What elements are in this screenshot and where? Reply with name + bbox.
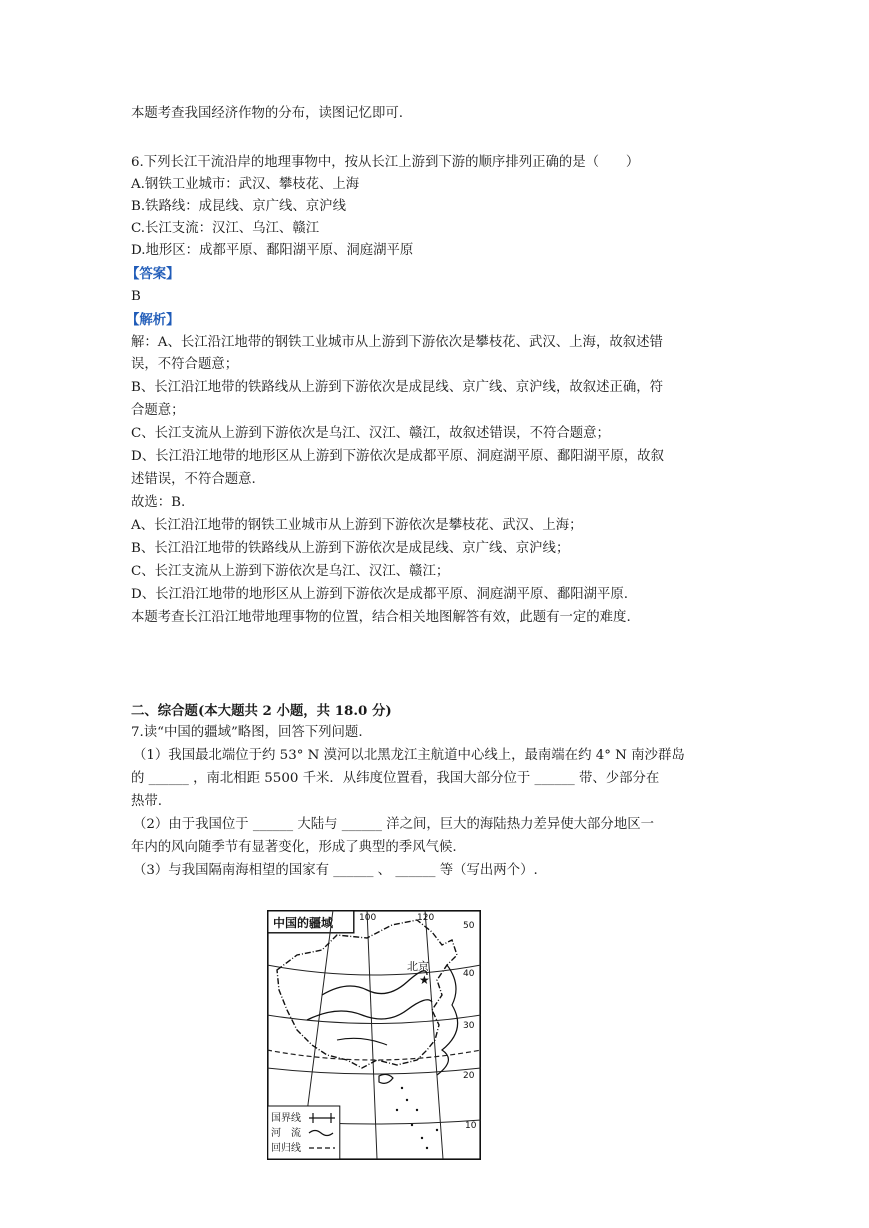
answer-tag: 【答案】 [126, 266, 180, 282]
legend-label: 国界线 [271, 1113, 301, 1124]
capital-star-icon: ★ [419, 973, 430, 987]
legend-label: 回归线 [271, 1143, 301, 1154]
option-d: D.地形区：成都平原、鄱阳湖平原、洞庭湖平原 [131, 243, 414, 258]
question-7-stem: 7.读“中国的疆域”略图，回答下列问题. [131, 725, 363, 740]
question-6-stem: 6.下列长江干流沿岸的地理事物中，按从长江上游到下游的顺序排列正确的是（ ） [131, 155, 640, 170]
analysis-line: 合题意； [131, 403, 185, 418]
analysis-line: D、长江沿江地带的地形区从上游到下游依次是成都平原、洞庭湖平原、鄱阳湖平原，故叙 [131, 449, 664, 464]
q7-line: 年内的风向随季节有显著变化，形成了典型的季风气候. [131, 840, 457, 855]
analysis-line: 本题考查长江沿江地带地理事物的位置，结合相关地图解答有效，此题有一定的难度. [131, 610, 631, 625]
section-heading: 二、综合题(本大题共 2 小题，共 18.0 分) [131, 703, 392, 719]
analysis-line: B、长江沿江地带的铁路线从上游到下游依次是成昆线、京广线、京沪线； [131, 541, 570, 556]
q7-line: （1）我国最北端位于约 53° N 漠河以北黑龙江主航道中心线上，最南端在约 4° N 南沙群岛 [133, 748, 685, 763]
analysis-line: 故选：B. [131, 495, 186, 510]
analysis-line: 误，不符合题意； [131, 357, 239, 372]
option-c: C.长江支流：汉江、乌江、赣江 [131, 221, 320, 236]
analysis-line: B、长江沿江地带的铁路线从上游到下游依次是成昆线、京广线、京沪线，故叙述正确，符 [131, 380, 664, 395]
intro-text: 本题考查我国经济作物的分布，读图记忆即可. [131, 106, 404, 121]
lat-label: 20 [463, 1071, 475, 1081]
lon-label: 100 [359, 913, 377, 923]
lat-label: 40 [463, 969, 475, 979]
q7-line: （2）由于我国位于 ______ 大陆与 ______ 洋之间，巨大的海陆热力差异使大部分地区一 [133, 817, 654, 832]
lon-label: 120 [417, 913, 435, 923]
analysis-line: A、长江沿江地带的钢铁工业城市从上游到下游依次是攀枝花、武汉、上海； [131, 518, 583, 533]
map-title: 中国的疆域 [273, 916, 334, 930]
legend-label: 河 流 [271, 1128, 301, 1139]
option-a: A.钢铁工业城市：武汉、攀枝花、上海 [131, 177, 360, 192]
analysis-tag: 【解析】 [126, 312, 180, 328]
analysis-line: D、长江沿江地带的地形区从上游到下游依次是成都平原、洞庭湖平原、鄱阳湖平原. [131, 587, 629, 602]
q7-line: 热带. [131, 794, 163, 809]
analysis-line: C、长江支流从上游到下游依次是乌江、汉江、赣江，故叙述错误，不符合题意； [131, 426, 610, 441]
answer-value: B [131, 289, 141, 304]
analysis-line: 解：A、长江沿江地带的钢铁工业城市从上游到下游依次是攀枝花、武汉、上海，故叙述错 [131, 335, 663, 350]
option-b: B.铁路线：成昆线、京广线、京沪线 [131, 199, 346, 214]
lat-label: 10 [465, 1121, 477, 1131]
analysis-line: 述错误，不符合题意. [131, 472, 256, 487]
capital-label: 北京 [407, 960, 429, 973]
q7-line: 的 ______ ，南北相距 5500 千米．从纬度位置看，我国大部分位于 ______ 带、少部分在 [131, 771, 660, 786]
q7-line: （3）与我国隔南海相望的国家有 ______ 、 ______ 等（写出两个）. [133, 863, 538, 878]
china-territory-map [267, 910, 481, 1160]
analysis-line: C、长江支流从上游到下游依次是乌江、汉江、赣江； [131, 564, 450, 579]
lat-label: 30 [463, 1021, 475, 1031]
lat-label: 50 [463, 921, 475, 931]
